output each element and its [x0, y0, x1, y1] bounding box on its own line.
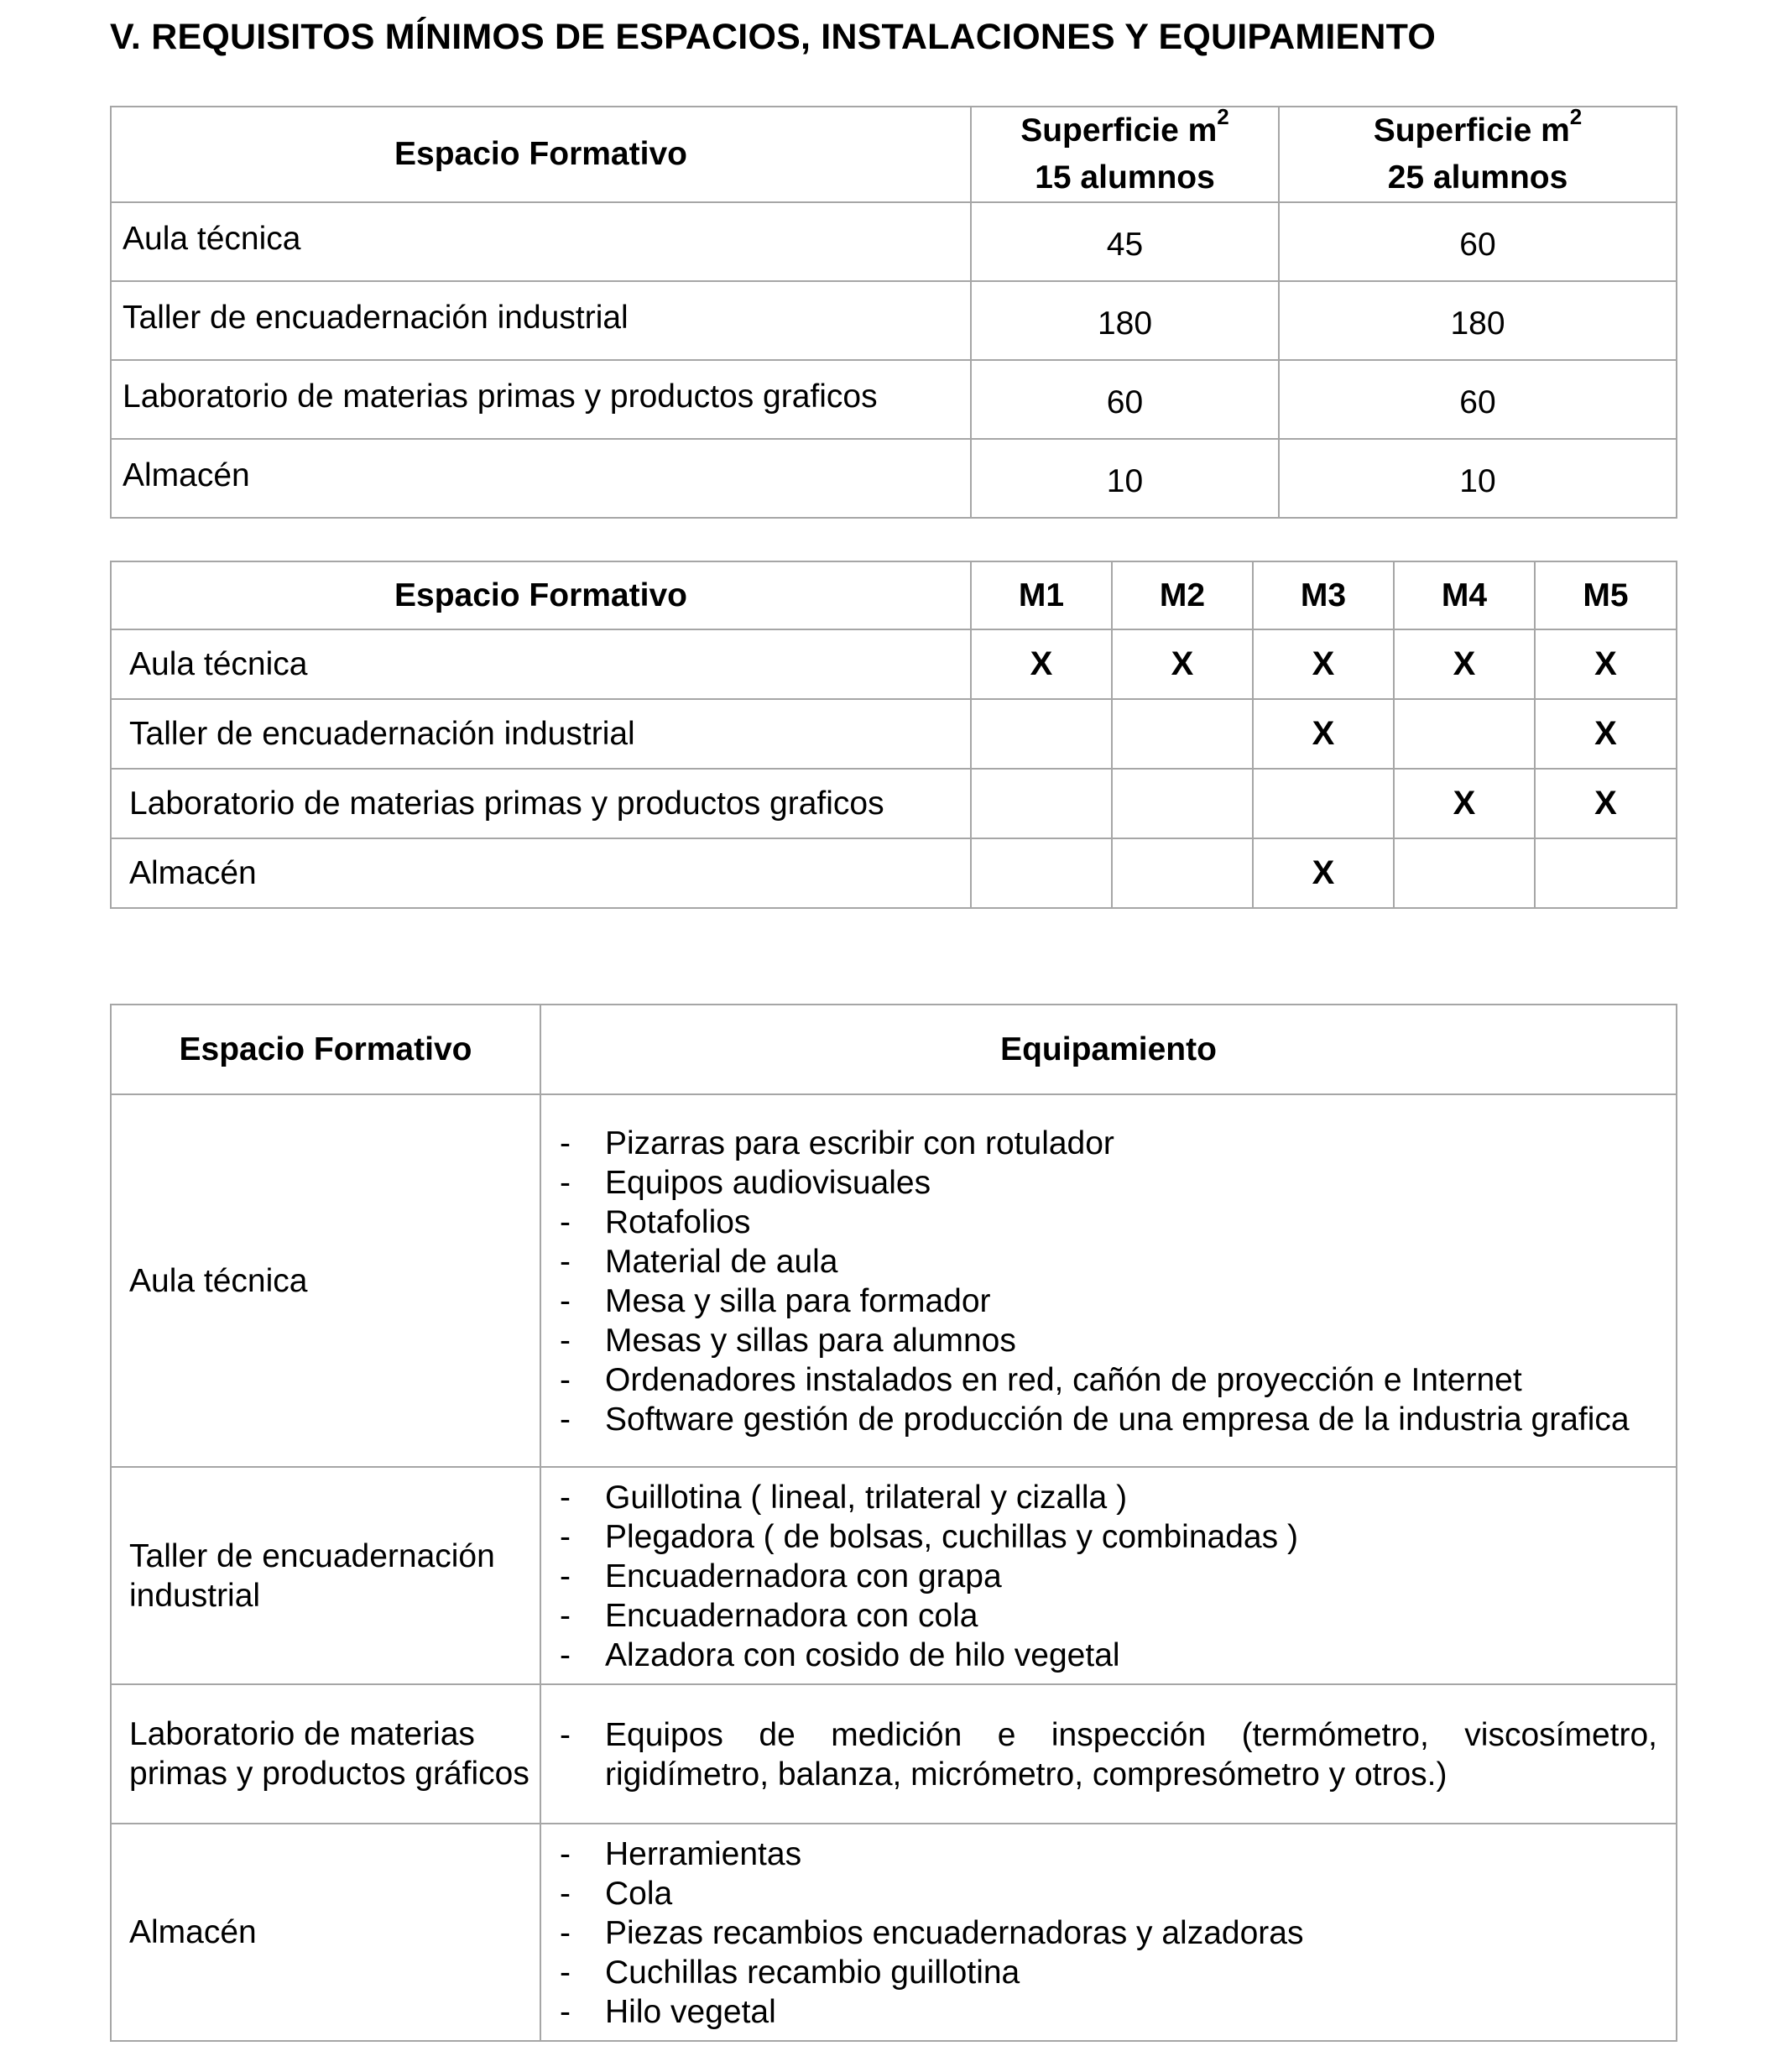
- module-table: [110, 561, 1677, 909]
- equipment-table: [110, 1004, 1677, 2042]
- table-row: [111, 1684, 1677, 1824]
- equipment-row-items: [540, 1824, 1677, 2041]
- list-item: - Guillotina ( lineal, trilateral y cizalla ): [560, 1478, 1657, 1517]
- module-mark-m4: [1394, 838, 1535, 908]
- equipment-table-header: [111, 1005, 1677, 1094]
- surface-row-name: [111, 360, 971, 439]
- surface-row-25: [1279, 281, 1677, 360]
- list-item: - Encuadernadora con cola: [560, 1596, 1657, 1636]
- module-mark-m3: X: [1253, 838, 1394, 908]
- module-row-name: Laboratorio de materias primas y productos graficos: [111, 769, 971, 838]
- module-header-m4: M4: [1394, 561, 1535, 629]
- equipment-list: [560, 1715, 1657, 1794]
- module-row-name: Taller de encuadernación industrial: [111, 699, 971, 769]
- module-header-m5: M5: [1535, 561, 1677, 629]
- surface-row-15: [971, 360, 1279, 439]
- surface-row-name-text: Taller de encuadernación industrial: [123, 300, 629, 336]
- surface-row-25-text: 60: [1459, 227, 1496, 263]
- list-item: - Rotafolios: [560, 1203, 1657, 1242]
- module-mark-m4: X: [1394, 769, 1535, 838]
- surface-row-25: [1279, 202, 1677, 281]
- equipment-row-name: Laboratorio de materias primas y productos gráficos: [111, 1684, 540, 1824]
- surface-row-25-text: 180: [1450, 305, 1505, 342]
- surface-row-15: [971, 439, 1279, 518]
- table-row: [111, 202, 1677, 281]
- list-item: - Herramientas: [560, 1835, 1657, 1874]
- module-row-name: Aula técnica: [111, 629, 971, 699]
- surface-header-25-line1: Superficie m: [1373, 112, 1570, 149]
- table-row: [111, 1824, 1677, 2041]
- surface-header-25-sup: 2: [1569, 104, 1583, 129]
- list-item: - Mesa y silla para formador: [560, 1281, 1657, 1321]
- surface-row-name-text: Aula técnica: [123, 221, 301, 257]
- equipment-row-items: [540, 1094, 1677, 1467]
- surface-header-15-line2: 15 alumnos: [1035, 159, 1215, 196]
- module-mark-m1: [971, 769, 1112, 838]
- surface-row-15-text: 45: [1106, 227, 1144, 263]
- list-item: - Cuchillas recambio guillotina: [560, 1953, 1657, 1992]
- surface-row-15: [971, 202, 1279, 281]
- module-mark-m2: [1112, 699, 1253, 769]
- module-mark-m2: X: [1112, 629, 1253, 699]
- surface-header-15: [971, 104, 1279, 202]
- surface-table: [110, 106, 1677, 519]
- surface-row-15-text: 180: [1097, 305, 1153, 342]
- module-mark-m4: [1394, 699, 1535, 769]
- table-row: [111, 1467, 1677, 1684]
- surface-row-name-text: Almacén: [123, 457, 250, 493]
- surface-row-25-text: 60: [1459, 384, 1496, 420]
- table-row: [111, 769, 1677, 838]
- list-item: - Mesas y sillas para alumnos: [560, 1321, 1657, 1360]
- surface-row-25-text: 10: [1459, 463, 1496, 499]
- list-item: - Pizarras para escribir con rotulador: [560, 1124, 1657, 1163]
- surface-header-15-sup: 2: [1217, 104, 1229, 129]
- list-item: - Plegadora ( de bolsas, cuchillas y combinadas ): [560, 1517, 1657, 1557]
- module-row-name: Almacén: [111, 838, 971, 908]
- table-row: [111, 699, 1677, 769]
- table-row: [111, 838, 1677, 908]
- surface-row-25: [1279, 439, 1677, 518]
- module-mark-m3: [1253, 769, 1394, 838]
- table-row: [111, 360, 1677, 439]
- list-item: - Encuadernadora con grapa: [560, 1557, 1657, 1596]
- module-mark-m1: X: [971, 629, 1112, 699]
- module-mark-m3: X: [1253, 699, 1394, 769]
- equipment-list: [560, 1124, 1657, 1439]
- surface-header-25: [1279, 104, 1677, 202]
- list-item: - Equipos audiovisuales: [560, 1163, 1657, 1203]
- table-row: [111, 629, 1677, 699]
- equipment-row-name: Aula técnica: [111, 1094, 540, 1467]
- equipment-header-espacio: Espacio Formativo: [111, 1005, 540, 1094]
- table-row: [111, 439, 1677, 518]
- surface-header-25-line2: 25 alumnos: [1387, 159, 1568, 196]
- surface-row-15-text: 10: [1106, 463, 1144, 499]
- module-header-m1: M1: [971, 561, 1112, 629]
- surface-header-espacio: Espacio Formativo: [111, 107, 971, 202]
- surface-header-15-line1: Superficie m: [1020, 112, 1218, 149]
- list-item: - Software gestión de producción de una empresa de la industria grafica: [560, 1400, 1657, 1439]
- module-mark-m5: [1535, 838, 1677, 908]
- module-mark-m4: X: [1394, 629, 1535, 699]
- surface-row-15: [971, 281, 1279, 360]
- equipment-row-items: [540, 1684, 1677, 1824]
- equipment-list: [560, 1478, 1657, 1675]
- module-mark-m1: [971, 699, 1112, 769]
- list-item: - Alzadora con cosido de hilo vegetal: [560, 1636, 1657, 1675]
- equipment-list: [560, 1835, 1657, 2032]
- equipment-row-name: Almacén: [111, 1824, 540, 2041]
- surface-row-name: [111, 202, 971, 281]
- table-row: [111, 281, 1677, 360]
- surface-row-name: [111, 439, 971, 518]
- surface-row-25: [1279, 360, 1677, 439]
- surface-table-header: [111, 107, 1677, 202]
- module-mark-m2: [1112, 838, 1253, 908]
- list-item: - Ordenadores instalados en red, cañón de proyección e Internet: [560, 1360, 1657, 1400]
- module-mark-m1: [971, 838, 1112, 908]
- equipment-header-equipamiento: Equipamiento: [540, 1005, 1677, 1094]
- module-table-header: [111, 561, 1677, 629]
- list-item: - Material de aula: [560, 1242, 1657, 1281]
- equipment-row-name: Taller de encuadernación industrial: [111, 1467, 540, 1684]
- list-item: - Piezas recambios encuadernadoras y alzadoras: [560, 1913, 1657, 1953]
- module-mark-m3: X: [1253, 629, 1394, 699]
- module-header-espacio: Espacio Formativo: [111, 561, 971, 629]
- list-item: - Cola: [560, 1874, 1657, 1913]
- module-mark-m5: X: [1535, 699, 1677, 769]
- module-mark-m5: X: [1535, 629, 1677, 699]
- list-item: - Hilo vegetal: [560, 1992, 1657, 2032]
- table-row: [111, 1094, 1677, 1467]
- page-title: V. REQUISITOS MÍNIMOS DE ESPACIOS, INSTALACIONES Y EQUIPAMIENTO: [110, 17, 1436, 57]
- surface-row-name: [111, 281, 971, 360]
- module-header-m2: M2: [1112, 561, 1253, 629]
- surface-row-15-text: 60: [1106, 384, 1144, 420]
- surface-row-name-text: Laboratorio de materias primas y productos graficos: [123, 378, 878, 415]
- module-header-m3: M3: [1253, 561, 1394, 629]
- list-item: - Equipos de medición e inspección (termómetro, viscosímetro, rigidímetro, balanza, micrómetro, compresómetro y otros.): [560, 1715, 1657, 1794]
- equipment-row-items: [540, 1467, 1677, 1684]
- module-mark-m2: [1112, 769, 1253, 838]
- module-mark-m5: X: [1535, 769, 1677, 838]
